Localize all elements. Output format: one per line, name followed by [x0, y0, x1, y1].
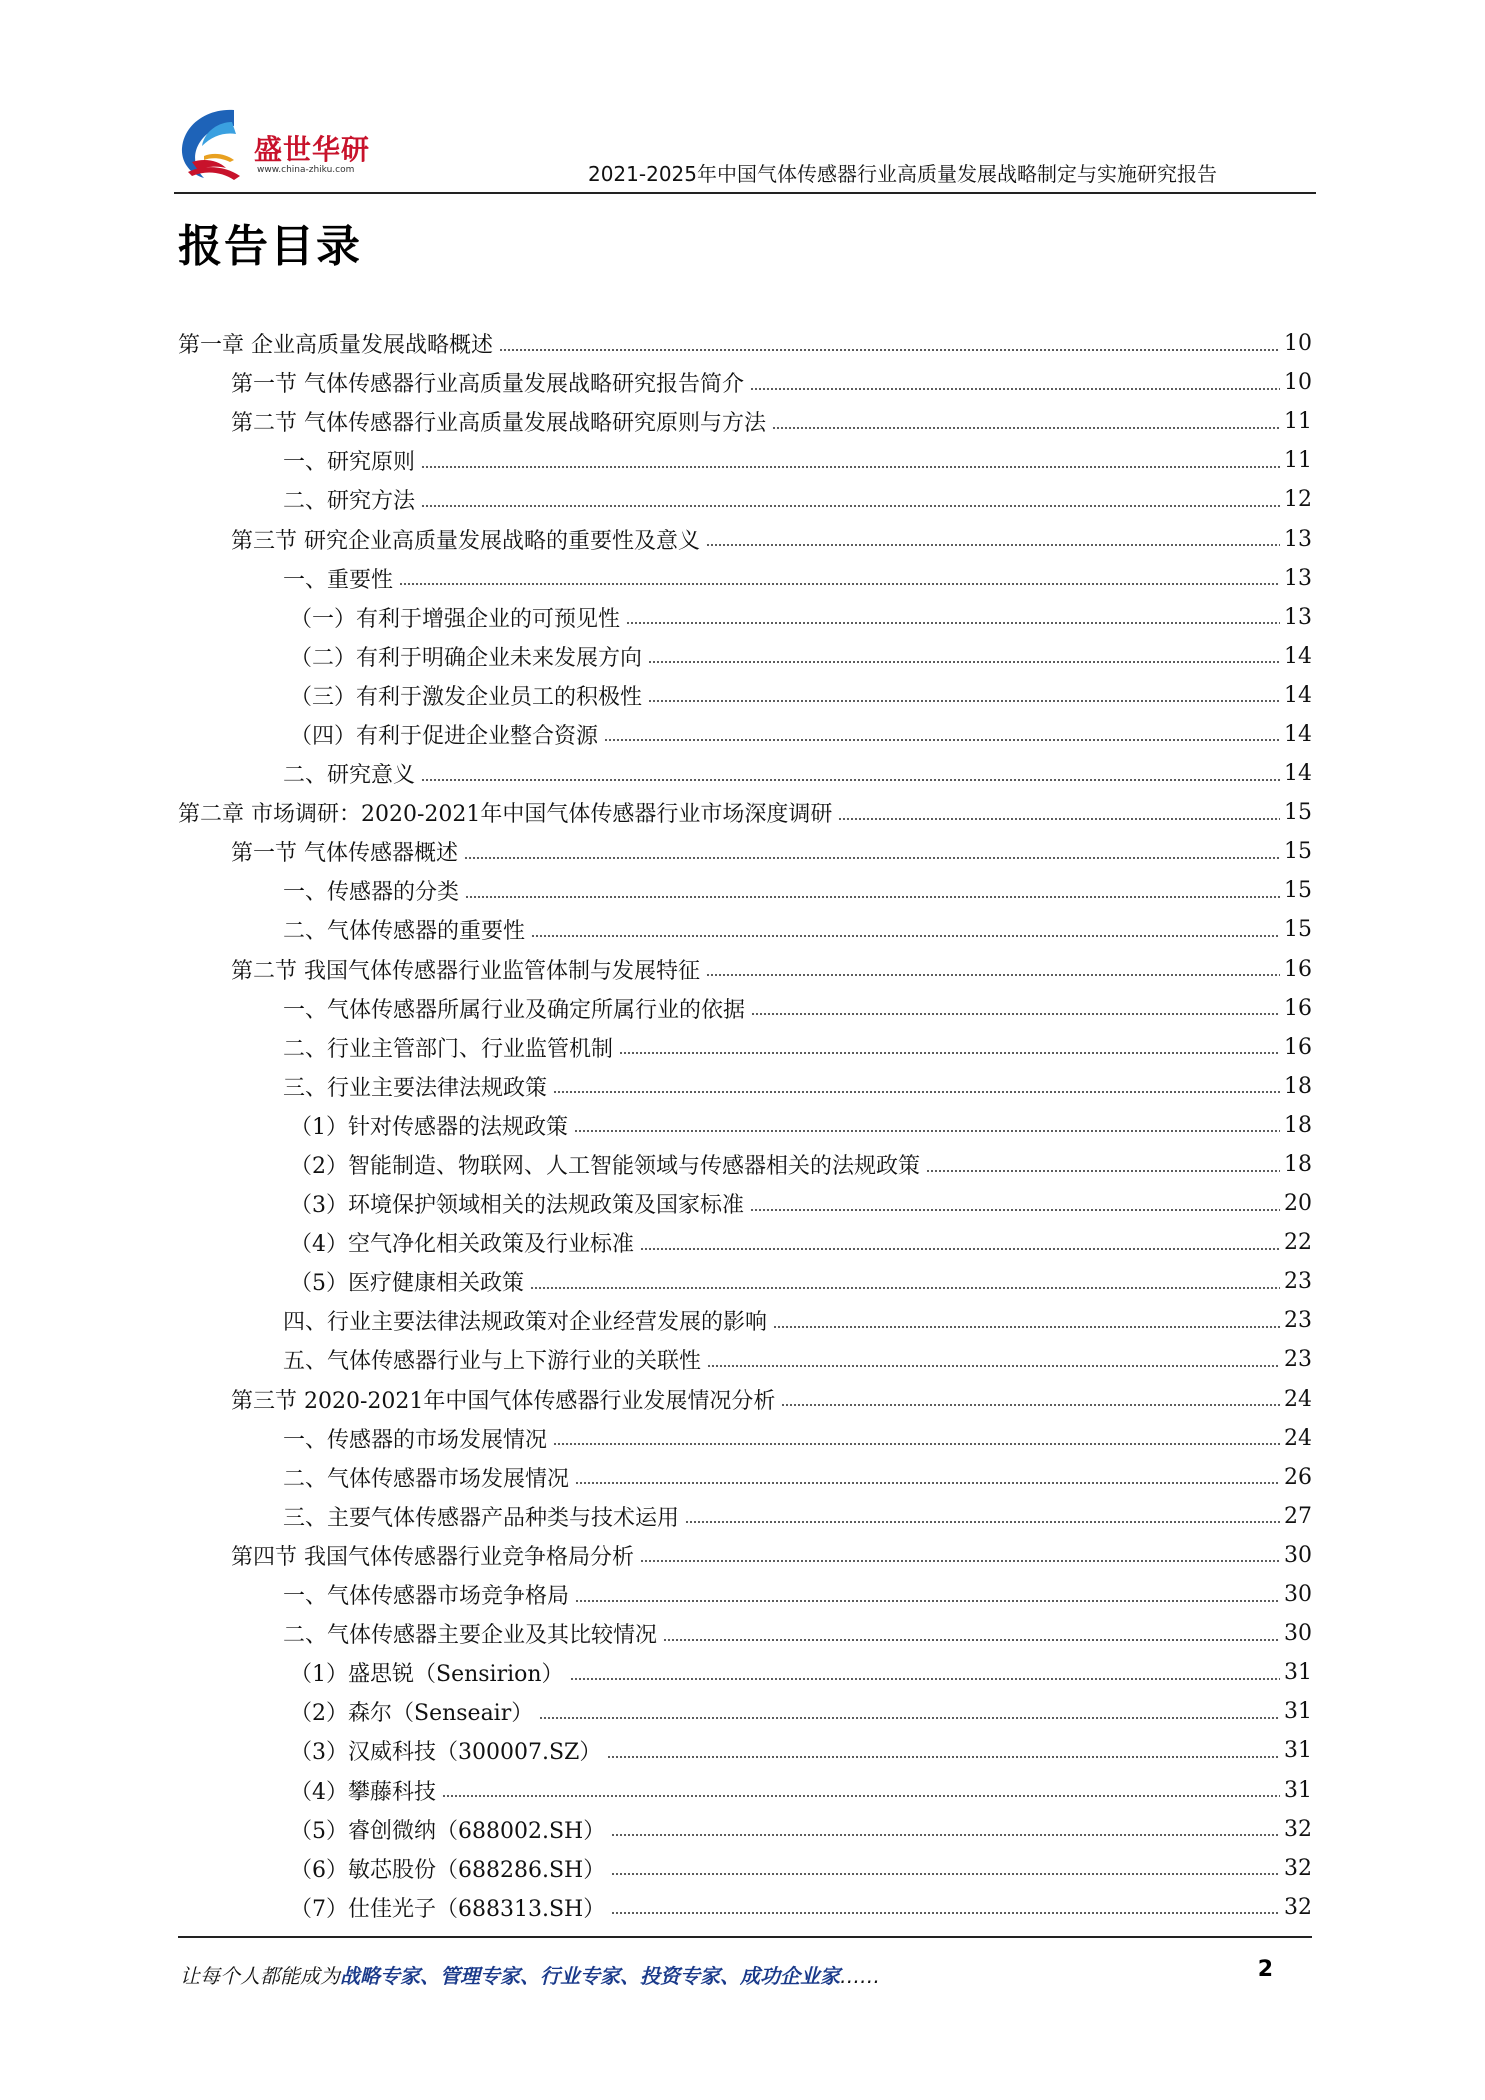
toc-dot-leader — [553, 1091, 1280, 1093]
toc-dot-leader — [773, 1326, 1280, 1328]
toc-entry-title: 一、气体传感器市场竞争格局 — [283, 1584, 570, 1610]
toc-entry-page: 16 — [1284, 1034, 1312, 1060]
toc-entry[interactable] — [178, 598, 1312, 637]
toc-entry-page: 18 — [1284, 1112, 1312, 1138]
toc-entry-title: 二、研究意义 — [283, 763, 416, 789]
toc-entry-title: （6）敏芯股份（688286.SH） — [290, 1857, 606, 1883]
toc-entry-title: 五、气体传感器行业与上下游行业的关联性 — [283, 1349, 702, 1375]
toc-entry-page: 14 — [1284, 761, 1312, 787]
toc-entry-page: 32 — [1284, 1894, 1312, 1920]
header-divider — [174, 192, 1316, 194]
toc-entry-title: （1）盛思锐（Sensirion） — [290, 1662, 564, 1688]
toc-entry-title: 一、重要性 — [283, 567, 394, 593]
toc-entry-page: 14 — [1284, 721, 1312, 747]
toc-entry-title: 二、行业主管部门、行业监管机制 — [283, 1036, 614, 1062]
toc-entry[interactable] — [178, 1301, 1312, 1340]
toc-entry[interactable] — [178, 1106, 1312, 1145]
toc-entry[interactable] — [178, 402, 1312, 441]
toc-entry-title: 第二节 我国气体传感器行业监管体制与发展特征 — [231, 958, 700, 984]
toc-dot-leader — [575, 1482, 1280, 1484]
toc-dot-leader — [570, 1678, 1280, 1680]
toc-entry[interactable] — [178, 1145, 1312, 1184]
toc-entry-title: 第一节 气体传感器概述 — [231, 841, 458, 867]
toc-dot-leader — [838, 818, 1280, 820]
toc-entry-title: 第二节 气体传感器行业高质量发展战略研究原则与方法 — [231, 411, 766, 437]
toc-entry-page: 27 — [1284, 1503, 1312, 1529]
toc-entry[interactable] — [178, 793, 1312, 832]
toc-entry-title: 第三节 2020-2021年中国气体传感器行业发展情况分析 — [231, 1388, 776, 1414]
toc-entry[interactable] — [178, 363, 1312, 402]
toc-entry-title: （四）有利于促进企业整合资源 — [290, 723, 599, 749]
toc-entry[interactable] — [178, 1770, 1312, 1809]
toc-dot-leader — [611, 1834, 1280, 1836]
toc-entry[interactable] — [178, 1067, 1312, 1106]
toc-dot-leader — [553, 1443, 1280, 1445]
footer-slogan-suffix: …… — [840, 1964, 880, 1988]
toc-entry[interactable] — [178, 1849, 1312, 1888]
toc-entry-page: 26 — [1284, 1464, 1312, 1490]
toc-entry[interactable] — [178, 1380, 1312, 1419]
toc-entry[interactable] — [178, 324, 1312, 363]
toc-entry-page: 15 — [1284, 800, 1312, 826]
toc-entry-page: 30 — [1284, 1621, 1312, 1647]
toc-dot-leader — [926, 1170, 1280, 1172]
toc-dot-leader — [663, 1639, 1280, 1641]
footer-slogan-highlight: 战略专家、管理专家、行业专家、投资专家、成功企业家 — [340, 1964, 840, 1988]
toc-entry-page: 30 — [1284, 1582, 1312, 1608]
toc-dot-leader — [604, 739, 1280, 741]
toc-entry-page: 18 — [1284, 1152, 1312, 1178]
toc-dot-leader — [685, 1521, 1280, 1523]
toc-entry[interactable] — [178, 1262, 1312, 1301]
toc-entry-title: 一、研究原则 — [283, 450, 416, 476]
toc-entry[interactable] — [178, 676, 1312, 715]
toc-entry-title: 二、气体传感器市场发展情况 — [283, 1466, 570, 1492]
footer-divider — [178, 1936, 1312, 1938]
logo-emblem-icon — [174, 104, 258, 186]
toc-entry-title: 第一节 气体传感器行业高质量发展战略研究报告简介 — [231, 372, 744, 398]
toc-entry-page: 11 — [1284, 448, 1312, 474]
toc-entry[interactable] — [178, 1497, 1312, 1536]
toc-dot-leader — [640, 1248, 1280, 1250]
toc-entry-title: 四、行业主要法律法规政策对企业经营发展的影响 — [283, 1310, 768, 1336]
toc-entry-title: 第三节 研究企业高质量发展战略的重要性及意义 — [231, 528, 700, 554]
toc-dot-leader — [421, 779, 1280, 781]
footer-slogan-prefix: 让每个人都能成为 — [180, 1964, 340, 1988]
toc-entry-title: （5）睿创微纳（688002.SH） — [290, 1818, 606, 1844]
toc-dot-leader — [781, 1404, 1280, 1406]
toc-entry[interactable] — [178, 1614, 1312, 1653]
toc-entry[interactable] — [178, 1810, 1312, 1849]
toc-dot-leader — [750, 388, 1280, 390]
toc-entry[interactable] — [178, 1575, 1312, 1614]
toc-dot-leader — [706, 544, 1280, 546]
toc-entry[interactable] — [178, 1184, 1312, 1223]
toc-entry-page: 31 — [1284, 1660, 1312, 1686]
toc-entry[interactable] — [178, 1458, 1312, 1497]
report-title: 2021-2025年中国气体传感器行业高质量发展战略制定与实施研究报告 — [587, 162, 1217, 186]
toc-entry-title: （三）有利于激发企业员工的积极性 — [290, 684, 643, 710]
toc-entry-page: 10 — [1284, 370, 1312, 396]
toc-dot-leader — [707, 1365, 1280, 1367]
toc-entry-title: （1）针对传感器的法规政策 — [290, 1114, 568, 1140]
toc-entry-title: 一、传感器的分类 — [283, 880, 460, 906]
toc-dot-leader — [399, 583, 1280, 585]
toc-entry[interactable] — [178, 559, 1312, 598]
toc-entry-title: 第一章 企业高质量发展战略概述 — [178, 333, 493, 359]
toc-entry[interactable] — [178, 1223, 1312, 1262]
table-of-contents — [178, 324, 1312, 1927]
toc-dot-leader — [611, 1873, 1280, 1875]
toc-entry-title: 一、传感器的市场发展情况 — [283, 1427, 548, 1453]
toc-entry-page: 24 — [1284, 1425, 1312, 1451]
toc-entry[interactable] — [178, 1731, 1312, 1770]
toc-entry-title: 一、气体传感器所属行业及确定所属行业的依据 — [283, 997, 746, 1023]
toc-dot-leader — [619, 1052, 1280, 1054]
toc-entry-title: （一）有利于增强企业的可预见性 — [290, 606, 621, 632]
toc-dot-leader — [539, 1717, 1280, 1719]
footer-slogan — [180, 1960, 880, 1989]
toc-entry[interactable] — [178, 1653, 1312, 1692]
toc-entry-page: 30 — [1284, 1542, 1312, 1568]
toc-dot-leader — [574, 1130, 1280, 1132]
toc-entry[interactable] — [178, 441, 1312, 480]
toc-entry[interactable] — [178, 950, 1312, 989]
toc-entry-title: （4）空气净化相关政策及行业标准 — [290, 1232, 634, 1258]
toc-entry-title: （2）智能制造、物联网、人工智能领域与传感器相关的法规政策 — [290, 1154, 920, 1180]
toc-entry-page: 16 — [1284, 956, 1312, 982]
toc-dot-leader — [575, 1600, 1280, 1602]
toc-entry[interactable] — [178, 1888, 1312, 1927]
toc-entry-title: （4）攀藤科技 — [290, 1779, 436, 1805]
toc-dot-leader — [640, 1560, 1280, 1562]
toc-dot-leader — [626, 622, 1280, 624]
toc-entry-page: 20 — [1284, 1191, 1312, 1217]
toc-entry-page: 13 — [1284, 604, 1312, 630]
toc-dot-leader — [421, 505, 1280, 507]
toc-entry-title: （3）汉威科技（300007.SZ） — [290, 1740, 602, 1766]
toc-dot-leader — [706, 974, 1280, 976]
toc-entry[interactable] — [178, 715, 1312, 754]
toc-entry[interactable] — [178, 1028, 1312, 1067]
toc-dot-leader — [648, 661, 1280, 663]
toc-entry-page: 13 — [1284, 526, 1312, 552]
toc-entry-page: 15 — [1284, 839, 1312, 865]
toc-dot-leader — [750, 1209, 1280, 1211]
toc-entry-page: 22 — [1284, 1230, 1312, 1256]
toc-entry-title: 第四节 我国气体传感器行业竞争格局分析 — [231, 1544, 634, 1570]
logo-url: www.china-zhiku.com — [257, 165, 355, 175]
toc-entry[interactable] — [178, 832, 1312, 871]
toc-entry-page: 15 — [1284, 878, 1312, 904]
toc-dot-leader — [648, 700, 1280, 702]
toc-entry[interactable] — [178, 637, 1312, 676]
toc-entry-page: 13 — [1284, 565, 1312, 591]
company-logo — [174, 104, 394, 186]
toc-entry-page: 31 — [1284, 1777, 1312, 1803]
toc-dot-leader — [531, 935, 1280, 937]
toc-entry-title: 二、气体传感器的重要性 — [283, 919, 526, 945]
toc-dot-leader — [611, 1912, 1280, 1914]
toc-entry[interactable] — [178, 1419, 1312, 1458]
toc-dot-leader — [465, 896, 1280, 898]
toc-dot-leader — [607, 1756, 1280, 1758]
toc-dot-leader — [751, 1013, 1280, 1015]
toc-entry-page: 23 — [1284, 1269, 1312, 1295]
toc-entry-title: 二、气体传感器主要企业及其比较情况 — [283, 1623, 658, 1649]
toc-entry[interactable] — [178, 989, 1312, 1028]
toc-entry-page: 23 — [1284, 1308, 1312, 1334]
toc-entry-page: 15 — [1284, 917, 1312, 943]
toc-entry[interactable] — [178, 754, 1312, 793]
page-title: 报告目录 — [178, 221, 362, 272]
toc-entry[interactable] — [178, 480, 1312, 519]
toc-entry-title: 三、行业主要法律法规政策 — [283, 1075, 548, 1101]
toc-entry[interactable] — [178, 1692, 1312, 1731]
toc-entry-title: 二、研究方法 — [283, 489, 416, 515]
toc-entry-title: （3）环境保护领域相关的法规政策及国家标准 — [290, 1193, 744, 1219]
toc-entry-page: 24 — [1284, 1386, 1312, 1412]
toc-entry[interactable] — [178, 519, 1312, 558]
toc-entry-page: 31 — [1284, 1699, 1312, 1725]
logo-name: 盛世华研 — [254, 133, 371, 166]
toc-entry-page: 23 — [1284, 1347, 1312, 1373]
toc-entry-page: 18 — [1284, 1073, 1312, 1099]
toc-entry-page: 32 — [1284, 1855, 1312, 1881]
toc-entry-page: 14 — [1284, 643, 1312, 669]
toc-entry-page: 32 — [1284, 1816, 1312, 1842]
toc-entry-title: （2）森尔（Senseair） — [290, 1701, 534, 1727]
toc-dot-leader — [464, 857, 1280, 859]
toc-entry-page: 12 — [1284, 487, 1312, 513]
toc-dot-leader — [530, 1287, 1280, 1289]
toc-entry-title: （7）仕佳光子（688313.SH） — [290, 1896, 606, 1922]
toc-dot-leader — [772, 427, 1280, 429]
toc-entry-page: 16 — [1284, 995, 1312, 1021]
toc-entry-title: （二）有利于明确企业未来发展方向 — [290, 645, 643, 671]
toc-entry-title: 三、主要气体传感器产品种类与技术运用 — [283, 1505, 680, 1531]
toc-entry-page: 11 — [1284, 409, 1312, 435]
toc-entry[interactable] — [178, 910, 1312, 949]
toc-entry-page: 31 — [1284, 1738, 1312, 1764]
toc-entry-title: 第二章 市场调研：2020-2021年中国气体传感器行业市场深度调研 — [178, 802, 833, 828]
toc-entry-title: （5）医疗健康相关政策 — [290, 1271, 524, 1297]
toc-entry[interactable] — [178, 1536, 1312, 1575]
toc-dot-leader — [421, 466, 1280, 468]
page-number: 2 — [1257, 1957, 1273, 1982]
toc-entry[interactable] — [178, 1340, 1312, 1379]
toc-entry-page: 10 — [1284, 331, 1312, 357]
toc-dot-leader — [499, 349, 1280, 351]
toc-dot-leader — [442, 1795, 1280, 1797]
toc-entry[interactable] — [178, 871, 1312, 910]
toc-entry-page: 14 — [1284, 682, 1312, 708]
